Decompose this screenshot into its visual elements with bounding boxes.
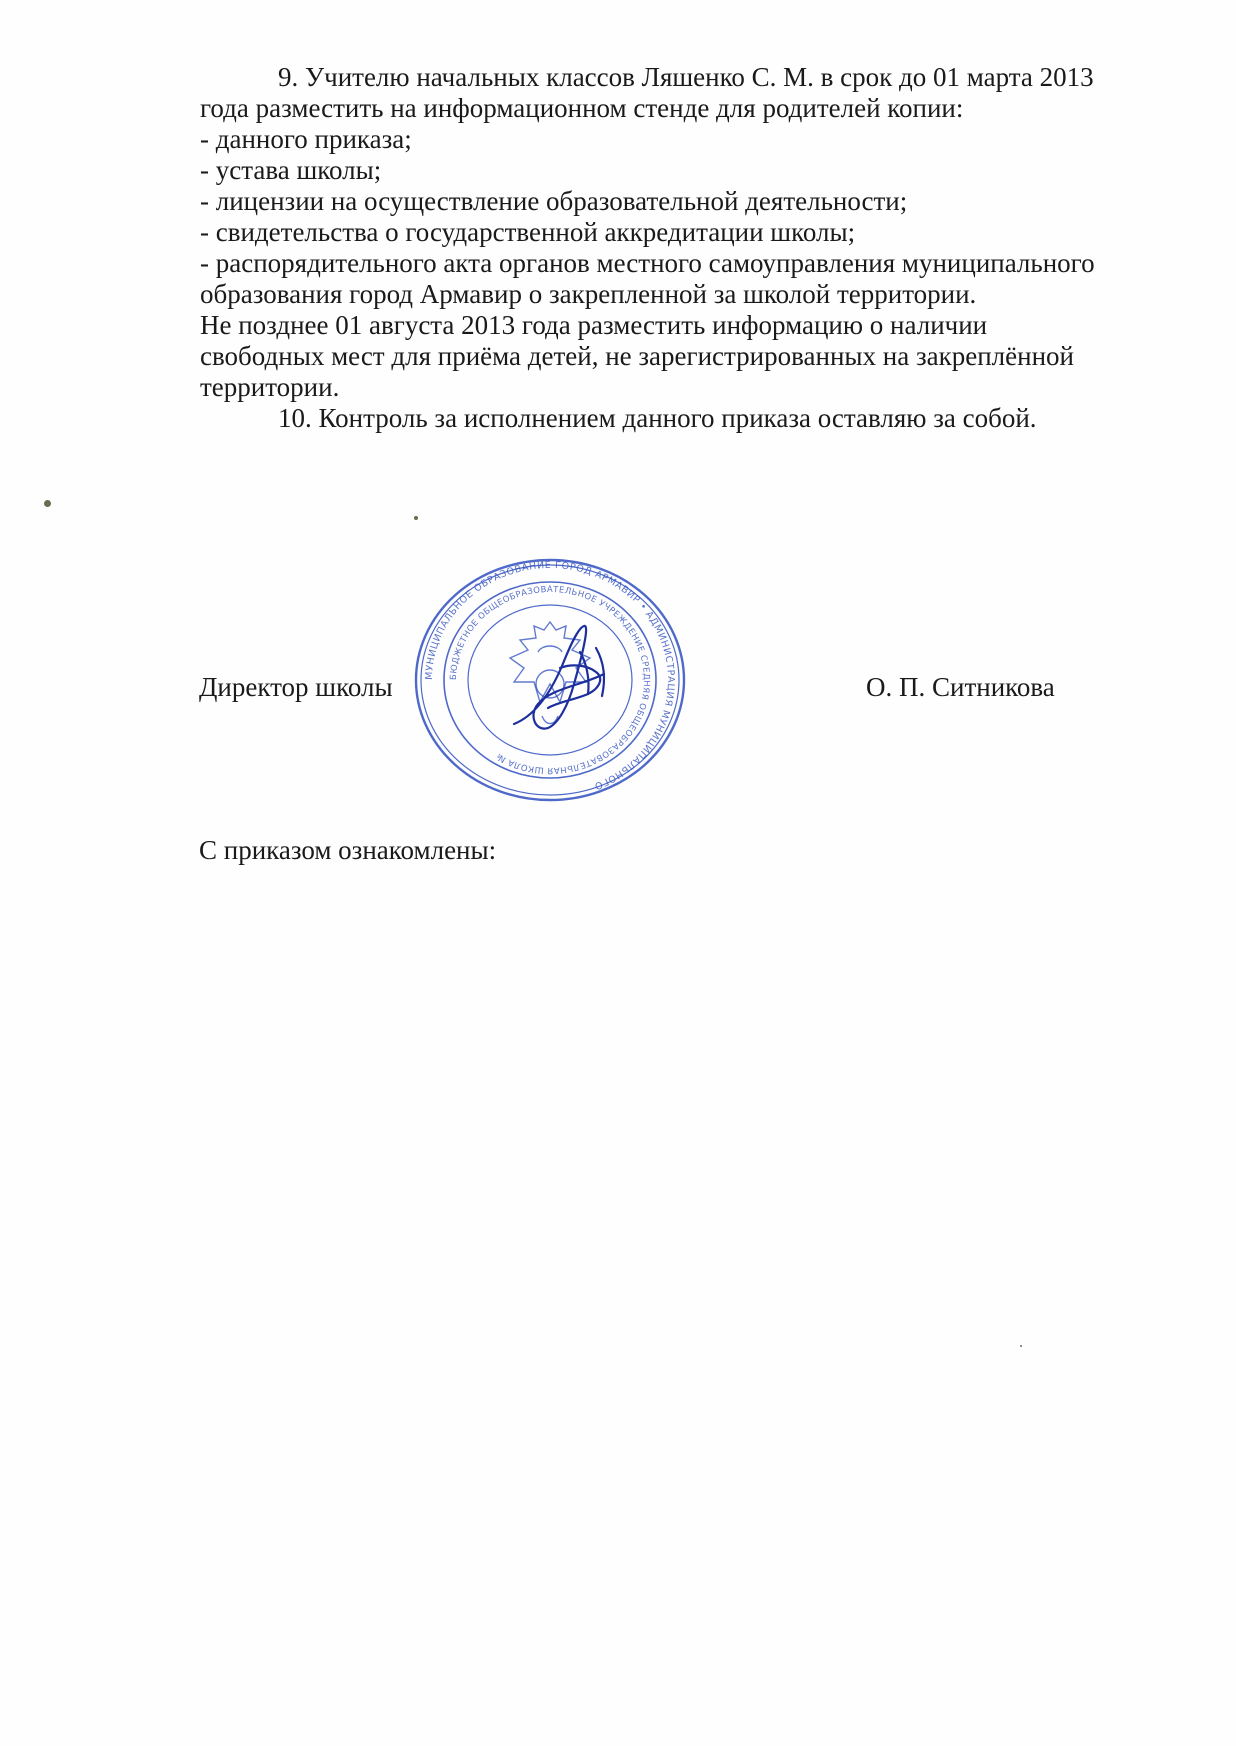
paragraph-10: 10. Контроль за исполнением данного приказа оставляю за собой. [278, 403, 1037, 433]
official-stamp [410, 556, 690, 804]
list-item: - лицензии на осуществление образовательной деятельности; [200, 186, 908, 216]
acknowledged-label: С приказом ознакомлены: [199, 835, 497, 865]
stamp-inner-text: БЮДЖЕТНОЕ ОБЩЕОБРАЗОВАТЕЛЬНОЕ УЧРЕЖДЕНИЕ СРЕДНЯЯ ОБЩЕОБРАЗОВАТЕЛЬНАЯ ШКОЛА № [448, 584, 652, 776]
paragraph-9-line-2: года разместить на информационном стенде для родителей копии: [200, 93, 964, 123]
extra-line: территории. [200, 372, 340, 402]
scan-speck [1020, 1345, 1022, 1347]
extra-line: свободных мест для приёма детей, не зарегистрированных на закреплённой [200, 341, 1074, 371]
list-item: - распорядительного акта органов местного самоуправления муниципального [200, 248, 1095, 278]
order-body [200, 62, 1185, 434]
stamp-outer-text: МУНИЦИПАЛЬНОЕ ОБРАЗОВАНИЕ ГОРОД АРМАВИР • АДМИНИСТРАЦИЯ МУНИЦИПАЛЬНОГО [423, 559, 677, 792]
handwritten-signature [514, 626, 604, 729]
paragraph-9-line-1: 9. Учителю начальных классов Ляшенко С. М. в срок до 01 марта 2013 [278, 62, 1094, 92]
list-item: - данного приказа; [200, 124, 412, 154]
list-item: - свидетельства о государственной аккредитации школы; [200, 217, 856, 247]
list-item: - устава школы; [200, 155, 382, 185]
list-item-continuation: образования город Армавир о закрепленной за школой территории. [200, 279, 977, 309]
scan-speck [414, 516, 418, 520]
scan-speck [44, 500, 51, 507]
signature-name: О. П. Ситникова [866, 672, 1055, 702]
extra-line: Не позднее 01 августа 2013 года разместить информацию о наличии [200, 310, 988, 340]
signature-title: Директор школы [199, 672, 393, 702]
